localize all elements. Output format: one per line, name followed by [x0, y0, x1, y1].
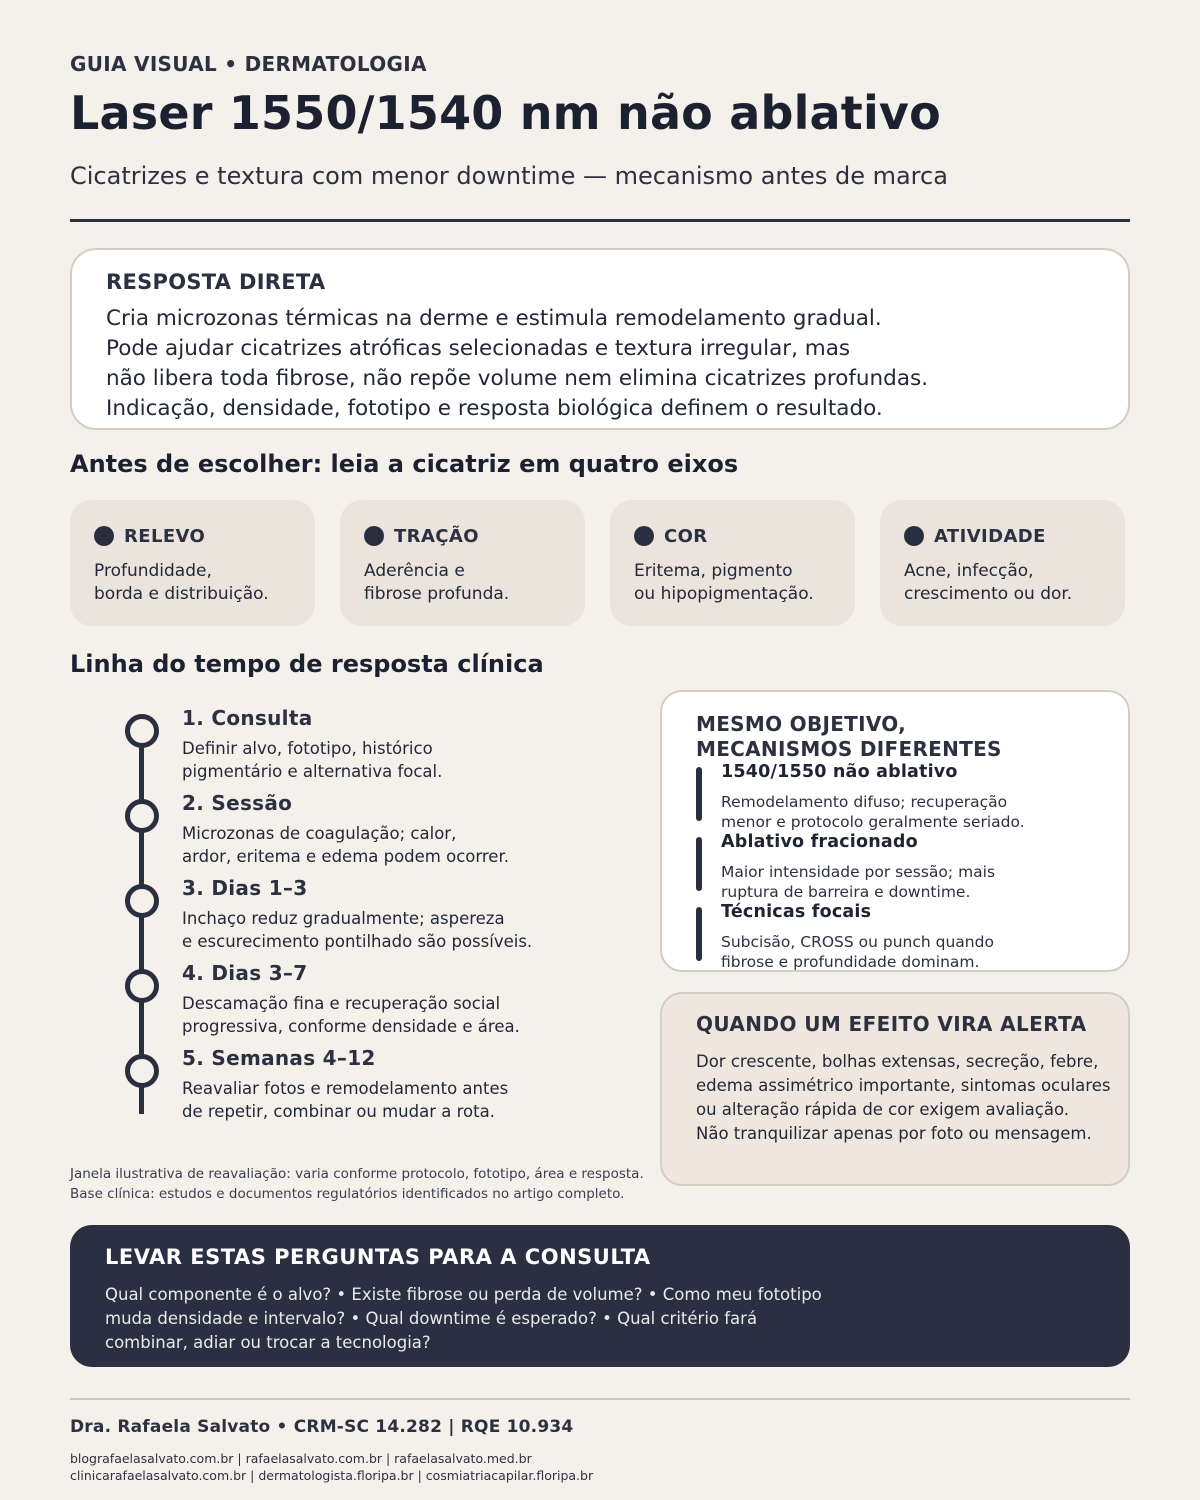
mechanism-item — [696, 832, 1116, 907]
timeline-step-text: Reavaliar fotos e remodelamento antes — [182, 1079, 509, 1098]
alert-heading: QUANDO UM EFEITO VIRA ALERTA — [696, 1012, 1087, 1036]
timeline-step-text: Microzonas de coagulação; calor, — [182, 824, 457, 843]
mechanisms-heading-line: MECANISMOS DIFERENTES — [696, 737, 1002, 761]
website-list: blografaelasalvato.com.br | rafaelasalvato.com.br | rafaelasalvato.med.br — [70, 1451, 532, 1466]
questions-line: combinar, adiar ou trocar a tecnologia? — [105, 1333, 431, 1352]
questions-heading: LEVAR ESTAS PERGUNTAS PARA A CONSULTA — [105, 1245, 651, 1269]
axis-text: Profundidade, — [94, 561, 212, 581]
questions-line: muda densidade e intervalo? • Qual downtime é esperado? • Qual critério fará — [105, 1309, 758, 1328]
timeline-step — [70, 775, 650, 866]
timeline — [70, 690, 650, 1130]
clinical-basis-note: Base clínica: estudos e documentos regulatórios identificados no artigo completo. — [70, 1186, 625, 1202]
timeline-step — [70, 945, 650, 1036]
timeline-step-text: pigmentário e alternativa focal. — [182, 761, 443, 781]
axis-text: Aderência e — [364, 561, 465, 581]
mechanism-name: Técnicas focais — [721, 902, 872, 922]
timeline-step-text: de repetir, combinar ou mudar a rota. — [182, 1101, 495, 1121]
mechanism-desc: Maior intensidade por sessão; mais — [721, 863, 996, 881]
bullet-dot-icon — [904, 526, 924, 546]
timeline-node-icon — [125, 799, 159, 833]
direct-answer-card — [70, 248, 1130, 430]
timeline-step — [70, 1030, 650, 1121]
timeline-step-title: 1. Consulta — [182, 706, 313, 730]
alert-card — [660, 992, 1130, 1186]
timeline-step-text: e escurecimento pontilhado são possíveis. — [182, 931, 533, 951]
mechanism-desc: Subcisão, CROSS ou punch quando — [721, 933, 994, 951]
alert-line: Não tranquilizar apenas por foto ou mensagem. — [696, 1124, 1092, 1143]
axis-text: Eritema, pigmento — [634, 561, 793, 581]
alert-line: ou alteração rápida de cor exigem avaliação. — [696, 1100, 1070, 1119]
timeline-step-title: 3. Dias 1–3 — [182, 876, 308, 900]
timeline-step-text: Definir alvo, fototipo, histórico — [182, 739, 433, 758]
mechanism-name: Ablativo fracionado — [721, 832, 918, 852]
direct-answer-line: Indicação, densidade, fototipo e resposta biológica definem o resultado. — [106, 396, 883, 421]
axis-text: crescimento ou dor. — [904, 584, 1073, 604]
header-divider — [70, 219, 1130, 222]
mechanisms-heading-line: MESMO OBJETIVO, — [696, 712, 907, 736]
axis-text: borda e distribuição. — [94, 584, 269, 604]
author-credit: Dra. Rafaela Salvato • CRM-SC 14.282 | RQE 10.934 — [70, 1417, 574, 1437]
timeline-step — [70, 860, 650, 951]
timeline-step-text: ardor, eritema e edema podem ocorrer. — [182, 846, 509, 866]
eyebrow: GUIA VISUAL • DERMATOLOGIA — [70, 52, 427, 76]
axis-label: COR — [664, 525, 708, 547]
timeline-step-text: progressiva, conforme densidade e área. — [182, 1016, 520, 1036]
mechanism-bar-icon — [696, 907, 702, 961]
axis-label: ATIVIDADE — [934, 525, 1046, 547]
timeline-note: Janela ilustrativa de reavaliação: varia conforme protocolo, fototipo, área e resposta. — [70, 1166, 644, 1182]
axis-card-atividade — [880, 500, 1125, 626]
axis-label: RELEVO — [124, 525, 206, 547]
mechanism-item — [696, 902, 1116, 977]
axis-text: ou hipopigmentação. — [634, 584, 814, 604]
timeline-step-text: Inchaço reduz gradualmente; aspereza — [182, 909, 505, 928]
direct-answer-line: não libera toda fibrose, não repõe volume nem elimina cicatrizes profundas. — [106, 366, 929, 391]
timeline-step-title: 5. Semanas 4–12 — [182, 1046, 376, 1070]
axis-card-relevo — [70, 500, 315, 626]
bullet-dot-icon — [94, 526, 114, 546]
mechanisms-heading — [696, 712, 1002, 762]
timeline-heading: Linha do tempo de resposta clínica — [70, 650, 544, 678]
timeline-node-icon — [125, 884, 159, 918]
bullet-dot-icon — [634, 526, 654, 546]
timeline-step — [70, 690, 650, 781]
direct-answer-heading: RESPOSTA DIRETA — [106, 270, 326, 294]
questions-card — [70, 1225, 1130, 1367]
mechanism-bar-icon — [696, 837, 702, 891]
mechanism-desc: ruptura de barreira e downtime. — [721, 883, 971, 901]
timeline-node-icon — [125, 714, 159, 748]
mechanism-item — [696, 762, 1116, 837]
direct-answer-line: Pode ajudar cicatrizes atróficas selecionadas e textura irregular, mas — [106, 336, 851, 361]
mechanism-desc: Remodelamento difuso; recuperação — [721, 793, 1008, 811]
mechanisms-card — [660, 690, 1130, 972]
axis-card-cor — [610, 500, 855, 626]
timeline-step-title: 4. Dias 3–7 — [182, 961, 308, 985]
questions-line: Qual componente é o alvo? • Existe fibrose ou perda de volume? • Como meu fototipo — [105, 1285, 822, 1304]
bullet-dot-icon — [364, 526, 384, 546]
axis-card-tracao — [340, 500, 585, 626]
axis-label: TRAÇÃO — [394, 525, 479, 547]
axis-text: Acne, infecção, — [904, 561, 1034, 581]
website-list: clinicarafaelasalvato.com.br | dermatologista.floripa.br | cosmiatriacapilar.floripa.br — [70, 1468, 594, 1483]
timeline-step-text: Descamação fina e recuperação social — [182, 994, 501, 1013]
page-title: Laser 1550/1540 nm não ablativo — [70, 86, 941, 140]
timeline-node-icon — [125, 1054, 159, 1088]
direct-answer-line: Cria microzonas térmicas na derme e estimula remodelamento gradual. — [106, 306, 882, 331]
axis-text: fibrose profunda. — [364, 584, 510, 604]
axes-grid — [70, 500, 1130, 626]
timeline-step-title: 2. Sessão — [182, 791, 293, 815]
mechanism-desc: fibrose e profundidade dominam. — [721, 953, 980, 971]
mechanism-desc: menor e protocolo geralmente seriado. — [721, 813, 1025, 831]
alert-line: edema assimétrico importante, sintomas oculares — [696, 1076, 1111, 1095]
timeline-node-icon — [125, 969, 159, 1003]
alert-line: Dor crescente, bolhas extensas, secreção, febre, — [696, 1052, 1099, 1071]
axes-heading: Antes de escolher: leia a cicatriz em quatro eixos — [70, 450, 739, 478]
footer-divider — [70, 1398, 1130, 1400]
mechanism-bar-icon — [696, 767, 702, 821]
page-subtitle: Cicatrizes e textura com menor downtime — mecanismo antes de marca — [70, 162, 948, 190]
mechanism-name: 1540/1550 não ablativo — [721, 762, 958, 782]
